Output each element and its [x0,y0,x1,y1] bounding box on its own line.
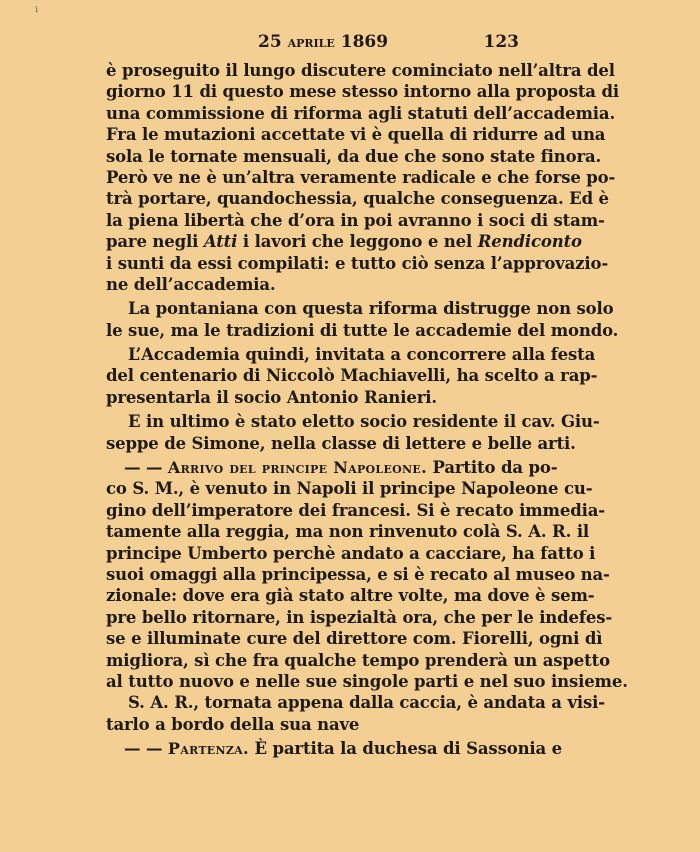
text-line: ne dell’accademia. [106,274,276,294]
text-line: se e illuminate cure del direttore com. Fiorelli, ogni dì [106,629,603,649]
text-line: seppe de Simone, nella classe di lettere e belle arti. [106,433,576,453]
date-year: 1869 [340,32,389,52]
text-run: i lavori che leggono e nel [237,232,478,252]
text-line: S. A. R., tornata appena dalla caccia, è andata a visi- [128,693,605,713]
text-line: i sunti da essi compilati: e tutto ciò senza l’approvazio- [106,253,609,273]
text-line [106,231,582,252]
header-date [258,32,388,52]
italic-title-atti: Atti [203,232,238,252]
section-title: Partenza. [167,739,249,759]
italic-title-rendiconto: Rendiconto [477,232,582,252]
text-line: una commissione di riforma agli statuti dell’accademia. [106,103,616,123]
text-line: La pontaniana con questa riforma distrugge non solo [128,299,614,319]
section-heading-line [106,738,563,759]
text-line: migliora, sì che fra qualche tempo prenderà un aspetto [106,650,610,670]
text-line: tamente alla reggia, ma non rinvenuto colà S. A. R. il [106,522,590,542]
date-month: aprile [287,33,335,51]
text-line: al tutto nuovo e nelle sue singole parti e nel suo insieme. [106,671,628,691]
em-dash: — — [124,458,163,478]
text-run: Partito da po- [426,458,558,478]
text-line: la piena libertà che d’ora in poi avranno i soci di stam- [106,210,605,230]
section-heading-line [106,457,558,478]
text-line: L’Accademia quindi, invitata a concorrere alla festa [128,345,596,365]
date-day: 25 [258,32,282,52]
text-run: È partita la duchesa di Sassonia e [248,739,563,759]
text-line: gino dell’imperatore dei francesi. Si è recato immedia- [106,500,605,520]
body-text [106,60,628,760]
text-line: presentarla il socio Antonio Ranieri. [106,387,438,407]
text-line: è proseguito il lungo discutere cominciato nell’altra del [106,61,615,80]
text-line: sola le tornate mensuali, da due che sono state finora. [106,146,602,166]
text-line: trà portare, quandochessia, qualche conseguenza. Ed è [106,189,609,209]
section-title: Arrivo del principe Napoleone. [167,458,427,478]
text-line: principe Umberto perchè andato a cacciare, ha fatto i [106,543,596,563]
text-line: Però ve ne è un’altra veramente radicale e che forse po- [106,167,616,187]
em-dash: — — [124,739,163,759]
text-line: del centenario di Niccolò Machiavelli, ha scelto a rap- [106,366,598,386]
text-line: E in ultimo è stato eletto socio residente il cav. Giu- [128,412,600,432]
margin-mark: ı [35,4,39,15]
text-line: giorno 11 di questo mese stesso intorno alla proposta di [106,82,619,102]
text-line: co S. M., è venuto in Napoli il principe Napoleone cu- [106,479,593,499]
text-line: pre bello ritornare, in ispezialtà ora, che per le indefes- [106,607,613,627]
text-line: zionale: dove era già stato altre volte, ma dove è sem- [106,586,595,606]
page-number: 123 [483,32,519,52]
text-run: pare negli [106,232,204,252]
text-line: suoi omaggi alla principessa, e si è recato al museo na- [106,564,610,584]
text-line: Fra le mutazioni accettate vi è quella di ridurre ad una [106,125,606,145]
text-line: tarlo a bordo della sua nave [106,714,360,734]
text-line: le sue, ma le tradizioni di tutte le accademie del mondo. [106,320,619,340]
running-header [106,32,518,52]
